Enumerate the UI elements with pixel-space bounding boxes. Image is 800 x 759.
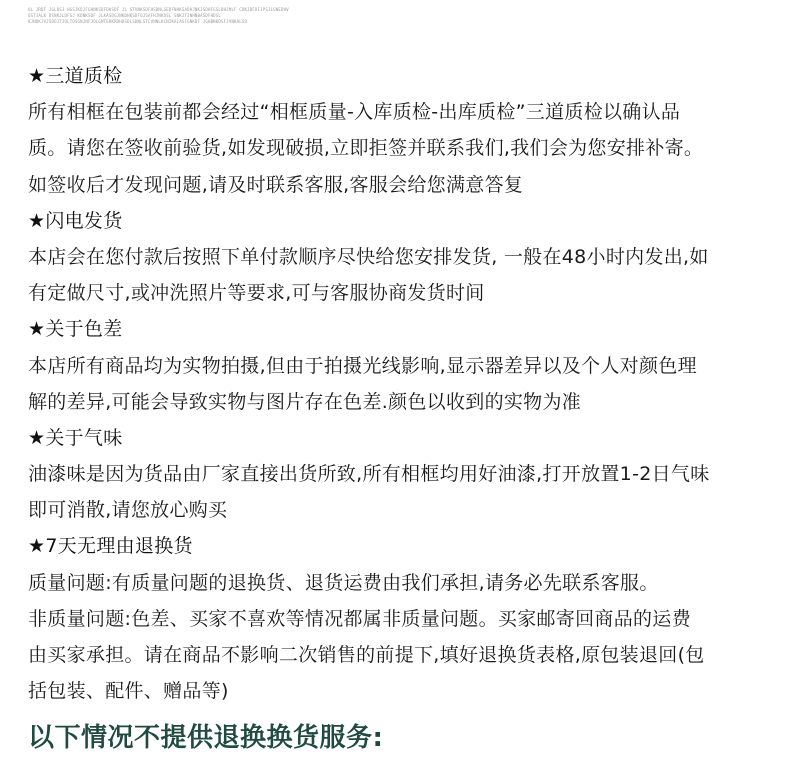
fine-print-line: OL JRDF JGLOSJ HGSJKDJFGHNKSDFDKSDF JL STVNKSDFHSDNLGEDFNHKSADHJNKJSDHFGSLDHJMLF CDKJDFOIJPSJLGNEDHV xyxy=(28,7,289,12)
paragraph-line: 解的差异,可能会导致实物与图片存在色差.颜色以收到的实物为准 xyxy=(28,390,582,413)
section-heading-7-day-return: ★7天无理由退换货 xyxy=(28,535,193,558)
paragraph-line: 有定做尺寸,或冲洗照片等要求,可与客服协商发货时间 xyxy=(28,282,485,305)
paragraph-line: 所有相框在包装前都会经过“相框质量-入库质检-出库质检”三道质检以确认品 xyxy=(28,101,681,124)
header-fine-print xyxy=(28,7,328,25)
paragraph-line: 本店所有商品均为实物拍摄,但由于拍摄光线影响,显示器差异以及个人对颜色理 xyxy=(28,354,697,377)
paragraph-line: 即可消散,请您放心购买 xyxy=(28,499,228,522)
policy-text-block xyxy=(28,58,788,709)
paragraph-line: 由买家承担。请在商品不影响二次销售的前提下,填好退换货表格,原包装退回(包 xyxy=(28,644,705,666)
paragraph-line: 油漆味是因为货品由厂家直接出货所致,所有相框均用好油漆,打开放置1-2日气味 xyxy=(28,463,710,486)
paragraph-line: 括包装、配件、赠品等) xyxy=(28,680,229,703)
section-heading-odor: ★关于气味 xyxy=(28,426,123,449)
no-return-conditions-title: 以下情况不提供退换换货服务: xyxy=(28,723,384,753)
fine-print-line: OSTJALK DSNKJLDFGJ KDNKSDF JLKASDGJNKDHKSDFOJSAFHJNKDSL SNKJTJNHNBASDFHDSL xyxy=(28,13,222,18)
paragraph-line: 本店会在您付款后按照下单付款顺序尽快给您安排发货, 一般在48小时内发出,如 xyxy=(28,245,709,268)
paragraph-line: 质。请您在签收前验货,如发现破损,立即拒签并联系我们,我们会为您安排补寄。 xyxy=(28,137,704,160)
paragraph-line: 如签收后才发现问题,请及时联系客服,客服会给您满意答复 xyxy=(28,173,524,196)
section-heading-fast-shipping: ★闪电发货 xyxy=(28,209,123,232)
section-heading-color-difference: ★关于色差 xyxy=(28,318,123,341)
fine-print-line: KJNDKJVJSDOJTJOLTOSGNJNFJOLGMTERKRDHOSDLSDNLSTCVNNLKCNIKALASFGNKDF JGHBNKDSFJVNKALSO xyxy=(28,19,248,24)
section-heading-quality-check: ★三道质检 xyxy=(28,65,123,87)
paragraph-line: 非质量问题:色差、买家不喜欢等情况都属非质量问题。买家邮寄回商品的运费 xyxy=(28,607,691,630)
paragraph-line: 质量问题:有质量问题的退换货、退货运费由我们承担,请务必先联系客服。 xyxy=(28,571,659,594)
